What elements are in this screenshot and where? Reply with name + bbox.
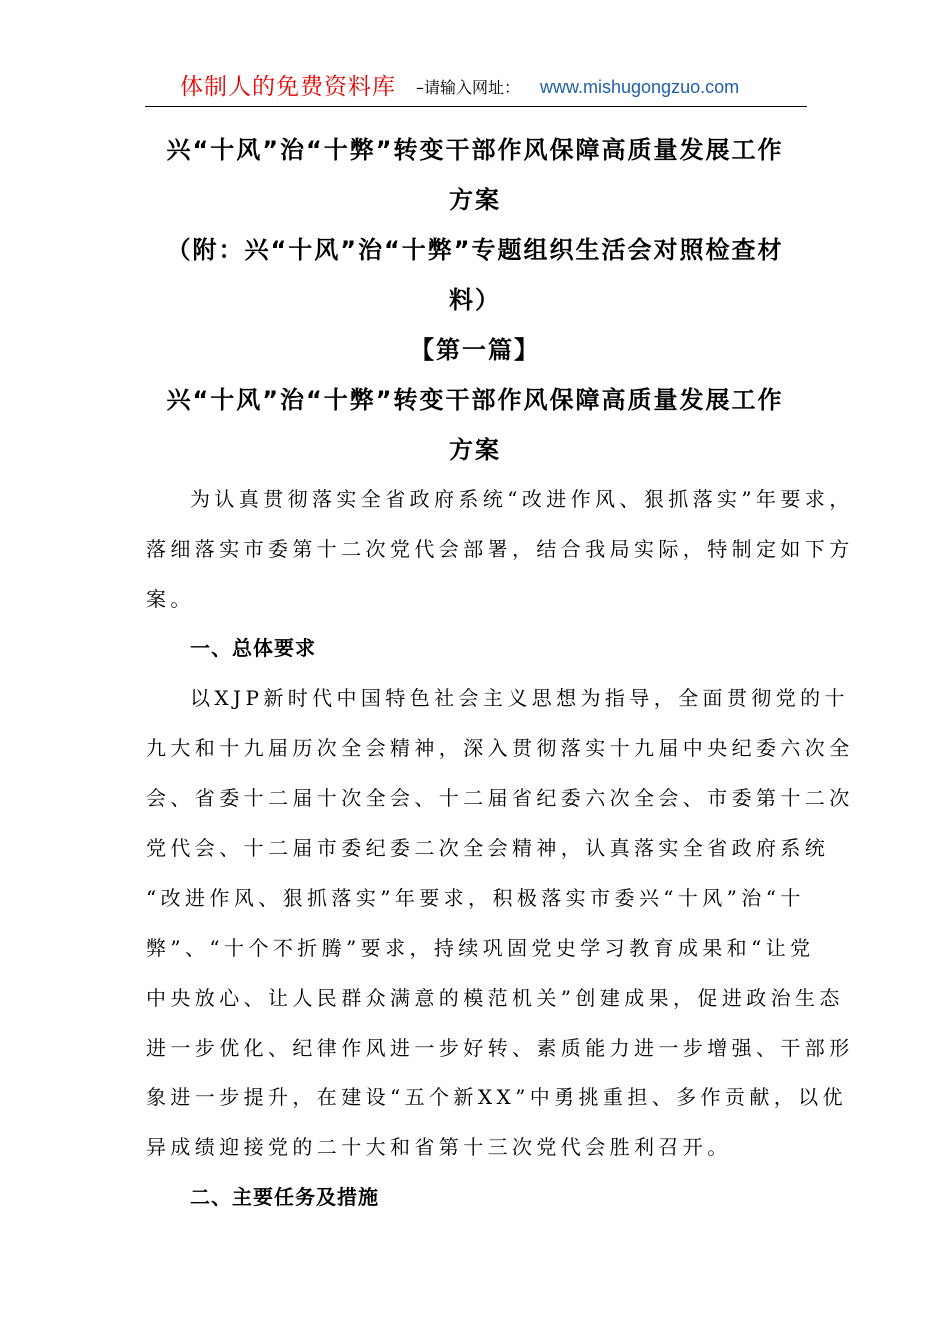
title-line: （附：兴“十风”治“十弊”专题组织生活会对照检查材 <box>166 236 784 264</box>
paragraph-line: “改进作风、狠抓落实”年要求，积极落实市委兴“十风”治“十 <box>146 886 805 910</box>
header-brand: 体制人的免费资料库 <box>180 74 396 100</box>
paragraph-line: 以XJP新时代中国特色社会主义思想为指导，全面贯彻党的十 <box>190 686 849 710</box>
paragraph-line: 进一步优化、纪律作风进一步好转、素质能力进一步增强、干部形 <box>146 1036 854 1060</box>
paragraph-line: 中央放心、让人民群众满意的模范机关”创建成果，促进政治生态 <box>146 986 844 1010</box>
paragraph-line: 案。 <box>146 587 195 611</box>
header-url-hint: –请输入网址： <box>416 78 521 97</box>
title-line: 料） <box>449 286 501 314</box>
paragraph-line: 九大和十九届历次全会精神，深入贯彻落实十九届中央纪委六次全 <box>146 736 854 760</box>
section-heading: 二、主要任务及措施 <box>190 1185 379 1209</box>
title-line: 方案 <box>449 186 501 214</box>
paragraph-line: 异成绩迎接党的二十大和省第十三次党代会胜利召开。 <box>146 1135 732 1159</box>
paragraph-line: 弊”、“十个不折腾”要求，持续巩固党史学习教育成果和“让党 <box>146 936 815 960</box>
title-line: 兴“十风”治“十弊”转变干部作风保障高质量发展工作 <box>166 136 784 164</box>
paragraph-line: 为认真贯彻落实全省政府系统“改进作风、狠抓落实”年要求， <box>190 487 854 511</box>
page-header <box>145 72 807 107</box>
paragraph-line: 会、省委十二届十次全会、十二届省纪委六次全会、市委第十二次 <box>146 786 854 810</box>
section-marker: 【第一篇】 <box>410 336 540 364</box>
paragraph-line: 党代会、十二届市委纪委二次全会精神，认真落实全省政府系统 <box>146 836 830 860</box>
section-heading: 一、总体要求 <box>190 636 316 660</box>
title-line: 方案 <box>449 436 501 464</box>
paragraph-line: 象进一步提升，在建设“五个新XX”中勇挑重担、多作贡献，以优 <box>146 1085 847 1109</box>
paragraph-line: 落细落实市委第十二次党代会部署，结合我局实际，特制定如下方 <box>146 537 854 561</box>
title-line: 兴“十风”治“十弊”转变干部作风保障高质量发展工作 <box>166 386 784 414</box>
header-url-link[interactable]: www.mishugongzuo.com <box>540 77 740 97</box>
